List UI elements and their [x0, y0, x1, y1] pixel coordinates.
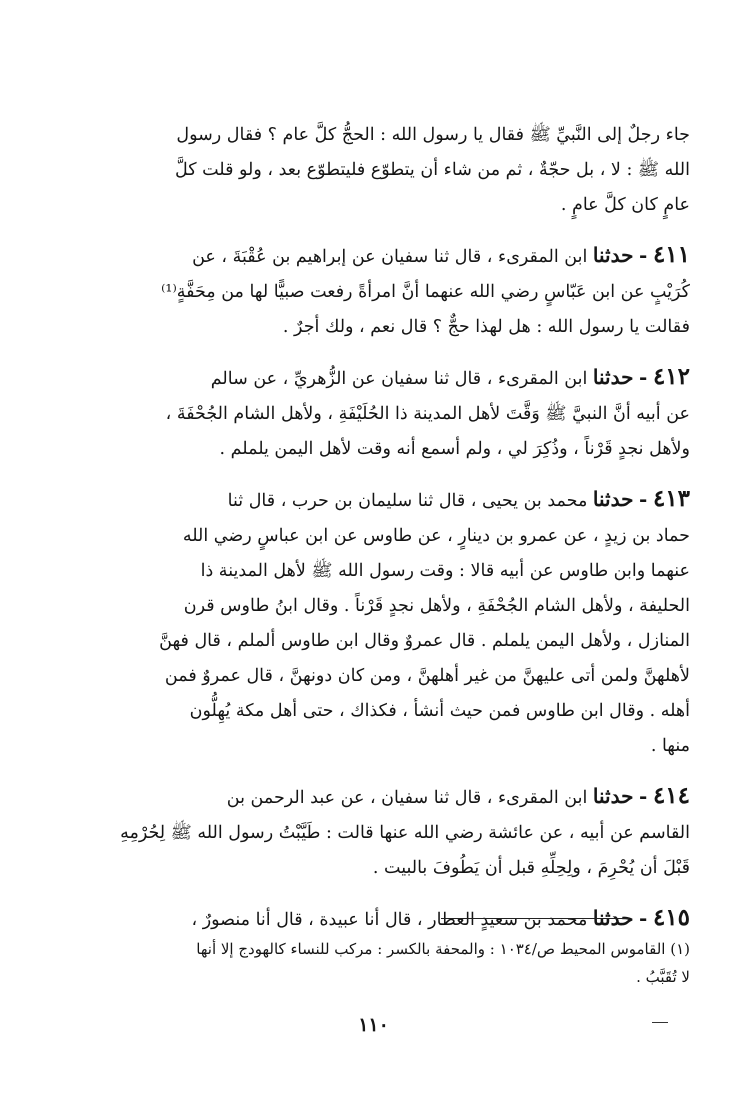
text-line: القاسم عن أبيه ، عن عائشة رضي الله عنها قالت : طَيَّبْتُ رسول الله ﷺ لِحُرْمِهِ	[120, 823, 690, 843]
hadith-number: ٤١٥	[652, 904, 690, 931]
text-line: المنازل ، ولأهل اليمن يلملم . قال عمروٌ وقال ابن طاوس ألملم ، قال فهنَّ	[159, 631, 690, 651]
text-line: الحليفة ، ولأهل الشام الجُحْفَةِ ، ولأهل نجدٍ قَرْناً . وقال ابنُ طاوس قرن	[183, 596, 690, 616]
footnote-line: لا تُقَبَّبُ .	[636, 968, 690, 986]
hadith-opening-word: حدثنا	[592, 784, 634, 808]
text-line: عن أبيه أنَّ النبيَّ ﷺ وَقَّتَ لأهل المدينة ذا الحُلَيْفَةِ ، ولأهل الشام الجُحْفَةَ ،	[165, 404, 690, 424]
text-line: ابن المقرىء ، قال ثنا سفيان عن الزُّهريِّ ، عن سالم	[210, 369, 588, 389]
hadith-415: ٤١٥ - حدثنا محمد بن سعيدٍ العطار ، قال أنا عبيدة ، قال أنا منصورٌ ،	[191, 904, 690, 931]
text-line: ابن المقرىء ، قال ثنا سفيان ، عن عبد الرحمن بن	[226, 788, 588, 808]
text-line: قَبْلَ أن يُحْرِمَ ، ولِحِلِّهِ قبل أن يَطُوفَ بالبيت .	[372, 858, 690, 878]
hadith-413: ٤١٣ - حدثنا محمد بن يحيى ، قال ثنا سليمان بن حرب ، قال ثنا حماد بن زيدٍ ، عن عمرو بن دينارٍ ، عن طاوس عن ابن عباسٍ رضي الله عنهما وابن طاوس عن أبيه قالا : وقت رسول الله ﷺ لأهل المدينة ذا الحليفة ، ولأهل الشام الجُحْفَةِ ، ولأهل نجدٍ قَرْناً . وقال ابنُ طاوس قرن المنازل ، ولأهل اليمن يلملم . قال عمروٌ وقال ابن طاوس ألملم ، قال فهنَّ لأهلهنَّ ولمن أتى عليهنَّ من غير أهلهنَّ ، ومن كان دونهنَّ ، قال عمروٌ فمن أهله . وقال ابن طاوس فمن حيث أنشأ ، فكذاك ، حتى أهل مكة يُهِلُّون منها .	[70, 481, 690, 764]
text-line: الله ﷺ : لا ، بل حجّةٌ ، ثم من شاء أن يتطوّع فليتطوّع بعد ، ولو قلت كلَّ	[174, 160, 690, 180]
hadith-opening-word: حدثنا	[592, 487, 634, 511]
text-line: محمد بن سعيدٍ العطار ، قال أنا عبيدة ، قال أنا منصورٌ ،	[191, 910, 588, 930]
hadith-number: ٤١٣	[652, 485, 690, 512]
page-number: ١١٠	[358, 1014, 389, 1036]
hadith-414: ٤١٤ - حدثنا ابن المقرىء ، قال ثنا سفيان ، عن عبد الرحمن بن القاسم عن أبيه ، عن عائشة رضي الله عنها قالت : طَيَّبْتُ رسول الله ﷺ لِحُرْمِهِ قَبْلَ أن يُحْرِمَ ، ولِحِلِّهِ قبل أن يَطُوفَ بالبيت .	[70, 778, 690, 886]
margin-mark	[652, 1022, 668, 1023]
hadith-411: ٤١١ - حدثنا ابن المقرىء ، قال ثنا سفيان عن إبراهيم بن عُقْبَةَ ، عن كُرَيْبٍ عن ابن عَبّاسٍ رضي الله عنهما أنَّ امرأةً رفعت صبيًّا لها من مِحَفَّةٍ⁽¹⁾ فقالت يا رسول الله : هل لهذا حجٌّ ؟ قال نعم ، ولك أجرٌ .	[70, 237, 690, 345]
paragraph-continuation	[70, 118, 690, 223]
text-line: جاء رجلٌ إلى النَّبيِّ ﷺ فقال يا رسول الله : الحجُّ كلَّ عام ؟ فقال رسول	[176, 125, 690, 145]
footnote-line: (١) القاموس المحيط ص/١٠٣٤ : والمحفة بالكسر : مركب للنساء كالهودج إلا أنها	[196, 940, 690, 958]
text-line: محمد بن يحيى ، قال ثنا سليمان بن حرب ، قال ثنا	[227, 491, 588, 511]
text-line: كُرَيْبٍ عن ابن عَبّاسٍ رضي الله عنهما أنَّ امرأةً رفعت صبيًّا لها من مِحَفَّةٍ⁽¹⁾	[161, 282, 690, 302]
text-line: ولأهل نجدٍ قَرْناً ، وذُكِرَ لي ، ولم أسمع أنه وقت لأهل اليمن يلملم .	[219, 439, 690, 459]
text-line: أهله . وقال ابن طاوس فمن حيث أنشأ ، فكذاك ، حتى أهل مكة يُهِلُّون	[189, 701, 690, 721]
text-line: عامٍ كان كلَّ عامٍ .	[560, 195, 690, 215]
text-line: لأهلهنَّ ولمن أتى عليهنَّ من غير أهلهنَّ ، ومن كان دونهنَّ ، قال عمروٌ فمن	[164, 666, 690, 686]
hadith-number: ٤١٤	[652, 782, 690, 809]
text-line: عنهما وابن طاوس عن أبيه قالا : وقت رسول الله ﷺ لأهل المدينة ذا	[200, 561, 690, 581]
text-line: حماد بن زيدٍ ، عن عمرو بن دينارٍ ، عن طاوس عن ابن عباسٍ رضي الله	[182, 526, 690, 546]
hadith-number: ٤١١	[652, 241, 690, 268]
text-line: فقالت يا رسول الله : هل لهذا حجٌّ ؟ قال نعم ، ولك أجرٌ .	[282, 317, 690, 337]
text-line: منها .	[650, 736, 690, 756]
hadith-opening-word: حدثنا	[592, 906, 634, 930]
hadith-opening-word: حدثنا	[592, 243, 634, 267]
footnote	[70, 935, 690, 991]
text-line: ابن المقرىء ، قال ثنا سفيان عن إبراهيم بن عُقْبَةَ ، عن	[192, 247, 588, 267]
footnote-separator	[441, 918, 629, 919]
page-body	[70, 118, 690, 952]
hadith-412: ٤١٢ - حدثنا ابن المقرىء ، قال ثنا سفيان عن الزُّهريِّ ، عن سالم عن أبيه أنَّ النبيَّ ﷺ وَقَّتَ لأهل المدينة ذا الحُلَيْفَةِ ، ولأهل الشام الجُحْفَةَ ، ولأهل نجدٍ قَرْناً ، وذُكِرَ لي ، ولم أسمع أنه وقت لأهل اليمن يلملم .	[70, 359, 690, 467]
hadith-opening-word: حدثنا	[592, 365, 634, 389]
hadith-number: ٤١٢	[652, 363, 690, 390]
